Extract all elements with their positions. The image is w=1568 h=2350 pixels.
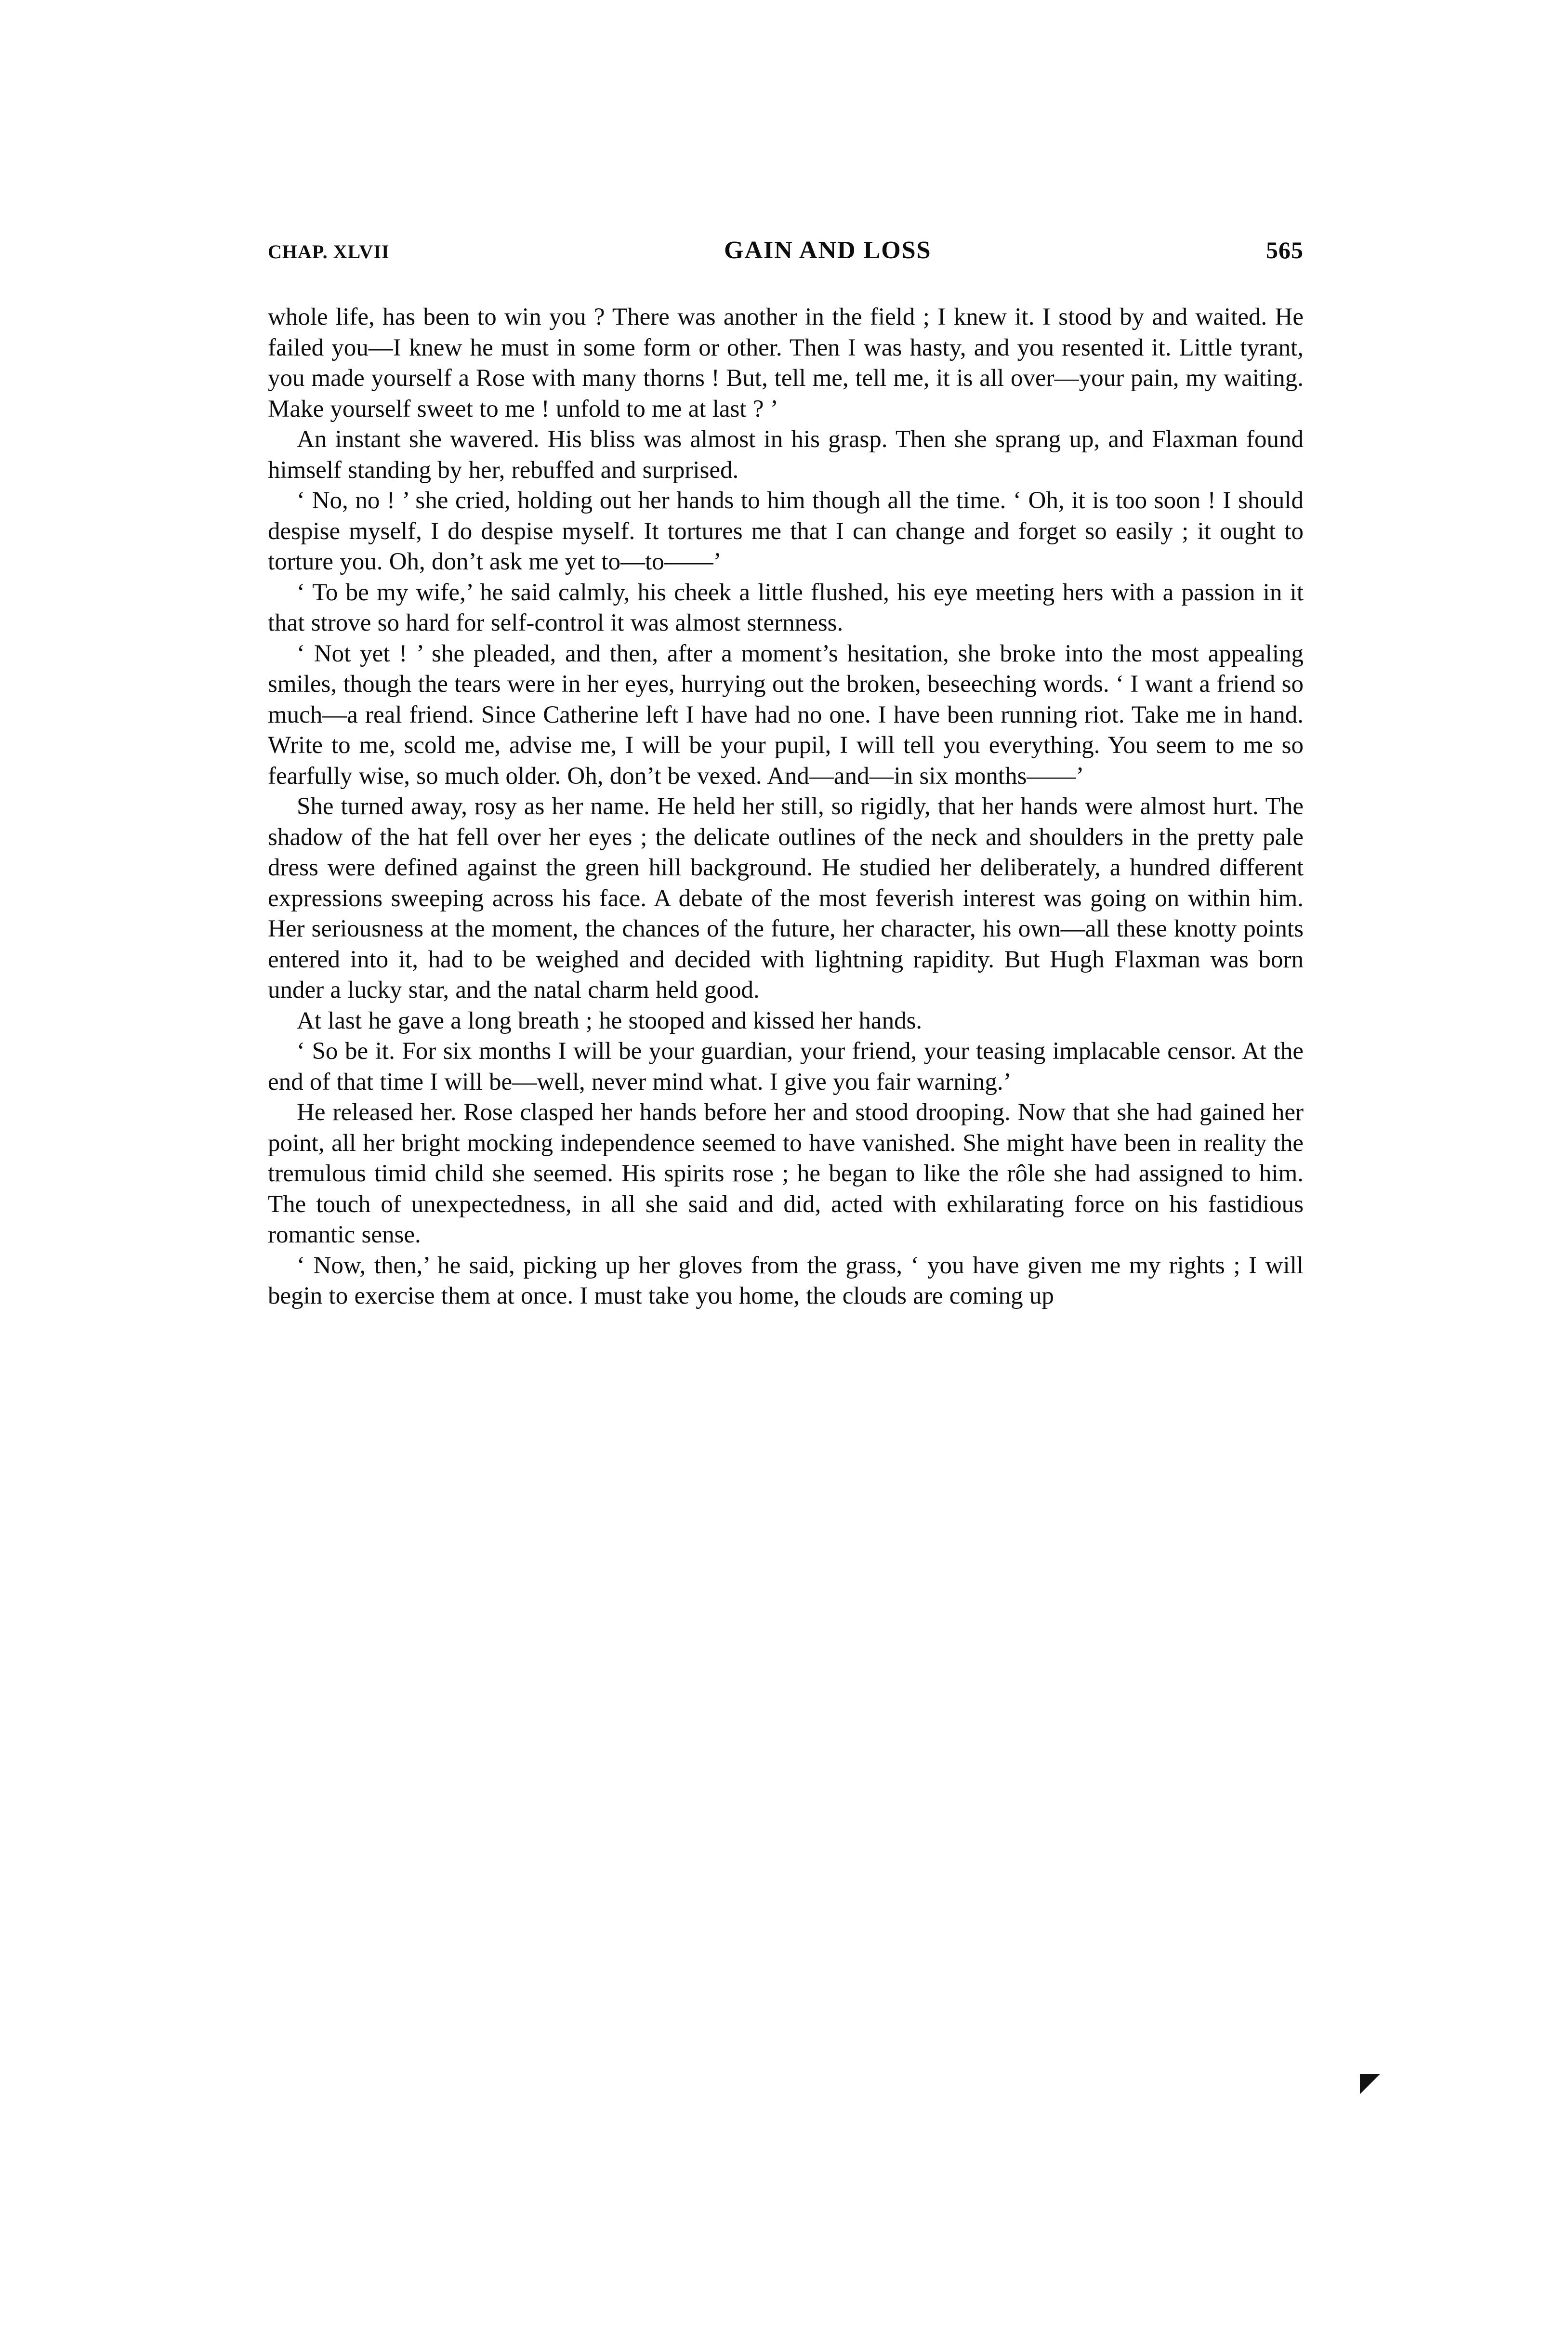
- paragraph: He released her. Rose clasped her hands before her and stood drooping. Now that she had gained her point, all her bright mocking independence seemed to have vanished. She might have been in reality the tremulous timid child she seemed. His spirits rose ; he began to like the rôle she had assigned to him. The touch of unexpectedness, in all she said and did, acted with exhilarating force on his fastidious romantic sense.: [268, 1099, 1304, 1248]
- paragraph: whole life, has been to win you ? There was another in the field ; I knew it. I stood by and waited. He failed you—I knew he must in some form or other. Then I was hasty, and you resented it. Little tyrant, you made yourself a Rose with many thorns ! But, tell me, tell me, it is all over—your pain, my waiting. Make yourself sweet to me ! unfold to me at last ? ’: [268, 304, 1304, 422]
- triangle-corner-mark: [1360, 2074, 1380, 2094]
- paragraph: ‘ To be my wife,’ he said calmly, his cheek a little flushed, his eye meeting hers with a passion in it that strove so hard for self-control it was almost sternness.: [268, 579, 1304, 636]
- paragraph: ‘ No, no ! ’ she cried, holding out her hands to him though all the time. ‘ Oh, it is too soon ! I should despise myself, I do despise myself. It tortures me that I can change and forget so easily ; it ought to torture you. Oh, don’t ask me yet to—to——’: [268, 487, 1304, 575]
- paragraph: At last he gave a long breath ; he stooped and kissed her hands.: [297, 1007, 922, 1034]
- page-content: [268, 236, 1304, 1312]
- running-head-title: GAIN AND LOSS: [724, 237, 932, 264]
- running-head: [268, 236, 1304, 264]
- body-text: [268, 302, 1304, 1312]
- paragraph: She turned away, rosy as her name. He held her still, so rigidly, that her hands were almost hurt. The shadow of the hat fell over her eyes ; the delicate outlines of the neck and shoulders in the pretty pale dress were defined against the green hill background. He studied her deliberately, a hundred different expressions sweeping across his face. A debate of the most feverish interest was going on within him. Her seriousness at the moment, the chances of the future, her character, his own—all these knotty points entered into it, had to be weighed and decided with lightning rapidity. But Hugh Flaxman was born under a lucky star, and the natal charm held good.: [268, 793, 1304, 1003]
- page-number: 565: [1266, 237, 1304, 264]
- paragraph: ‘ Now, then,’ he said, picking up her gloves from the grass, ‘ you have given me my rights ; I will begin to exercise them at once. I must take you home, the clouds are coming up: [268, 1252, 1304, 1309]
- paragraph: ‘ So be it. For six months I will be your guardian, your friend, your teasing implacable censor. At the end of that time I will be—well, never mind what. I give you fair warning.’: [268, 1038, 1304, 1096]
- paragraph: An instant she wavered. His bliss was almost in his grasp. Then she sprang up, and Flaxman found himself standing by her, rebuffed and surprised.: [268, 426, 1304, 484]
- paragraph: ‘ Not yet ! ’ she pleaded, and then, after a moment’s hesitation, she broke into the most appealing smiles, though the tears were in her eyes, hurrying out the broken, beseeching words. ‘ I want a friend so much—a real friend. Since Catherine left I have had no one. I have been running riot. Take me in hand. Write to me, scold me, advise me, I will be your pupil, I will tell you everything. You seem to me so fearfully wise, so much older. Oh, don’t be vexed. And—and—in six months——’: [268, 640, 1304, 790]
- running-head-chapter: CHAP. XLVII: [268, 241, 390, 263]
